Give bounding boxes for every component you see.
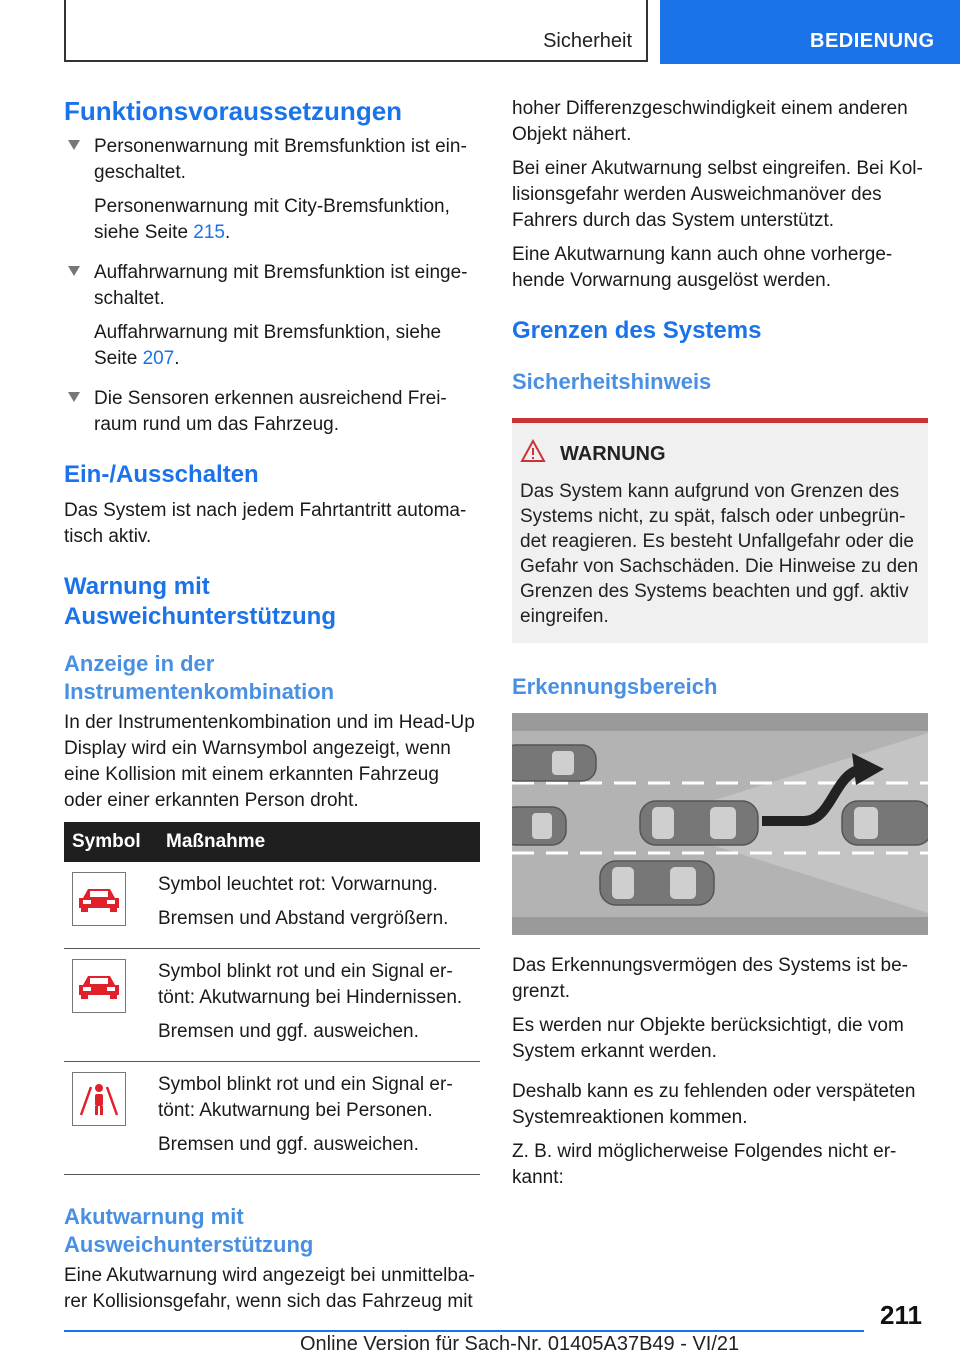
row-text: Symbol blinkt rot und ein Signal er-tönt: Akutwarnung bei Personen. xyxy=(158,1074,453,1121)
table-row xyxy=(64,1062,480,1175)
bullet-text: Die Sensoren erkennen ausreichend Frei-raum rund um das Fahrzeug. xyxy=(94,388,447,435)
triangle-bullet-icon xyxy=(68,392,80,402)
header-chapter-box xyxy=(64,0,648,62)
right-column xyxy=(512,96,928,1199)
triangle-bullet-icon xyxy=(68,266,80,276)
list-item xyxy=(64,134,480,246)
bullet-reference: Auffahrwarnung mit Bremsfunktion, siehe Seite 207. xyxy=(94,322,442,369)
paragraph-range-1: Das Erkennungsvermögen des Systems ist be-grenzt. xyxy=(512,955,909,1002)
warning-text: Das System kann aufgrund von Grenzen des Systems nicht, zu spät, falsch oder unbegrün-det reagieren. Es besteht Unfallgefahr oder die Gefahr von Sachschäden. Die Hinweise zu den Grenzen des Systems beachten und ggf. aktiv eingreifen. xyxy=(520,481,919,627)
paragraph-range-3: Deshalb kann es zu fehlenden oder verspäteten Systemreaktionen kommen. xyxy=(512,1081,916,1128)
heading-acute-warning: Akutwarnung mit Ausweichunterstützung xyxy=(64,1204,314,1257)
paragraph-intervene: Bei einer Akutwarnung selbst eingreifen. Bei Kol-lisionsgefahr werden Ausweichmanöver des Fahrers durch das System unterstützt. xyxy=(512,158,923,231)
row-text: Bremsen und ggf. ausweichen. xyxy=(158,1021,419,1042)
heading-display: Anzeige in der Instrumentenkombination xyxy=(64,651,335,704)
footer-version: Online Version für Sach-Nr. 01405A37B49 - VI/21 xyxy=(300,1333,740,1355)
heading-safety-note: Sicherheitshinweis xyxy=(512,369,712,394)
list-item xyxy=(64,386,480,438)
heading-system-limits: Grenzen des Systems xyxy=(512,317,762,344)
list-item xyxy=(64,260,480,372)
page-link-207[interactable]: 207 xyxy=(142,348,175,369)
table-row xyxy=(64,862,480,949)
person-warning-icon xyxy=(72,1072,126,1126)
row-text: Bremsen und Abstand vergrößern. xyxy=(158,908,449,929)
bullet-reference: Personenwarnung mit City-Bremsfunktion, siehe Seite 215. xyxy=(94,196,450,243)
paragraph-continued: hoher Differenzgeschwindigkeit einem anderen Objekt nähert. xyxy=(512,98,908,145)
row-text: Symbol blinkt rot und ein Signal er-tönt: Akutwarnung bei Hindernissen. xyxy=(158,961,463,1008)
paragraph-range-4: Z. B. wird möglicherweise Folgendes nicht er-kannt: xyxy=(512,1141,897,1188)
heading-on-off: Ein-/Ausschalten xyxy=(64,461,259,488)
paragraph-no-prewarning: Eine Akutwarnung kann auch ohne vorherge-hende Vorwarnung ausgelöst werden. xyxy=(512,244,893,291)
paragraph-range-2: Es werden nur Objekte berücksichtigt, die vom System erkannt werden. xyxy=(512,1015,904,1062)
table-row xyxy=(64,949,480,1062)
paragraph-on-off: Das System ist nach jedem Fahrtantritt automa-tisch aktiv. xyxy=(64,500,467,547)
heading-detection-range: Erkennungsbereich xyxy=(512,674,718,699)
chapter-title: Sicherheit xyxy=(543,30,632,52)
car-warning-icon xyxy=(72,872,126,926)
paragraph-display: In der Instrumentenkombination und im Head-Up Display wird ein Warnsymbol angezeigt, wenn eine Kollision mit einem erkannten Fahrzeug oder einer erkannten Person droht. xyxy=(64,712,475,811)
symbol-table xyxy=(64,822,480,1175)
warning-title: WARNUNG xyxy=(560,442,666,465)
row-text: Symbol leuchtet rot: Vorwarnung. xyxy=(158,874,438,895)
bullet-text: Auffahrwarnung mit Bremsfunktion ist einge-schaltet. xyxy=(94,262,468,309)
section-tab xyxy=(660,0,960,64)
page-link-215[interactable]: 215 xyxy=(193,222,225,243)
warning-triangle-icon xyxy=(520,439,546,469)
footer-divider xyxy=(64,1330,864,1332)
column-header-symbol: Symbol xyxy=(64,822,158,862)
column-header-action: Maßnahme xyxy=(158,822,480,862)
page-number: 211 xyxy=(880,1300,922,1330)
heading-prerequisites: Funktionsvoraussetzungen xyxy=(64,96,403,126)
left-column xyxy=(64,96,480,1323)
detection-range-illustration xyxy=(512,713,928,935)
heading-warning-evasion: Warnung mit Ausweichunterstützung xyxy=(64,573,337,630)
car-warning-icon xyxy=(72,959,126,1013)
section-title: BEDIENUNG xyxy=(810,30,935,52)
bullet-text: Personenwarnung mit Bremsfunktion ist ein-geschaltet. xyxy=(94,136,467,183)
row-text: Bremsen und ggf. ausweichen. xyxy=(158,1134,419,1155)
paragraph-acute-warning: Eine Akutwarnung wird angezeigt bei unmittelba-rer Kollisionsgefahr, wenn sich das Fahrzeug mit xyxy=(64,1265,475,1312)
warning-box xyxy=(512,418,928,643)
triangle-bullet-icon xyxy=(68,140,80,150)
